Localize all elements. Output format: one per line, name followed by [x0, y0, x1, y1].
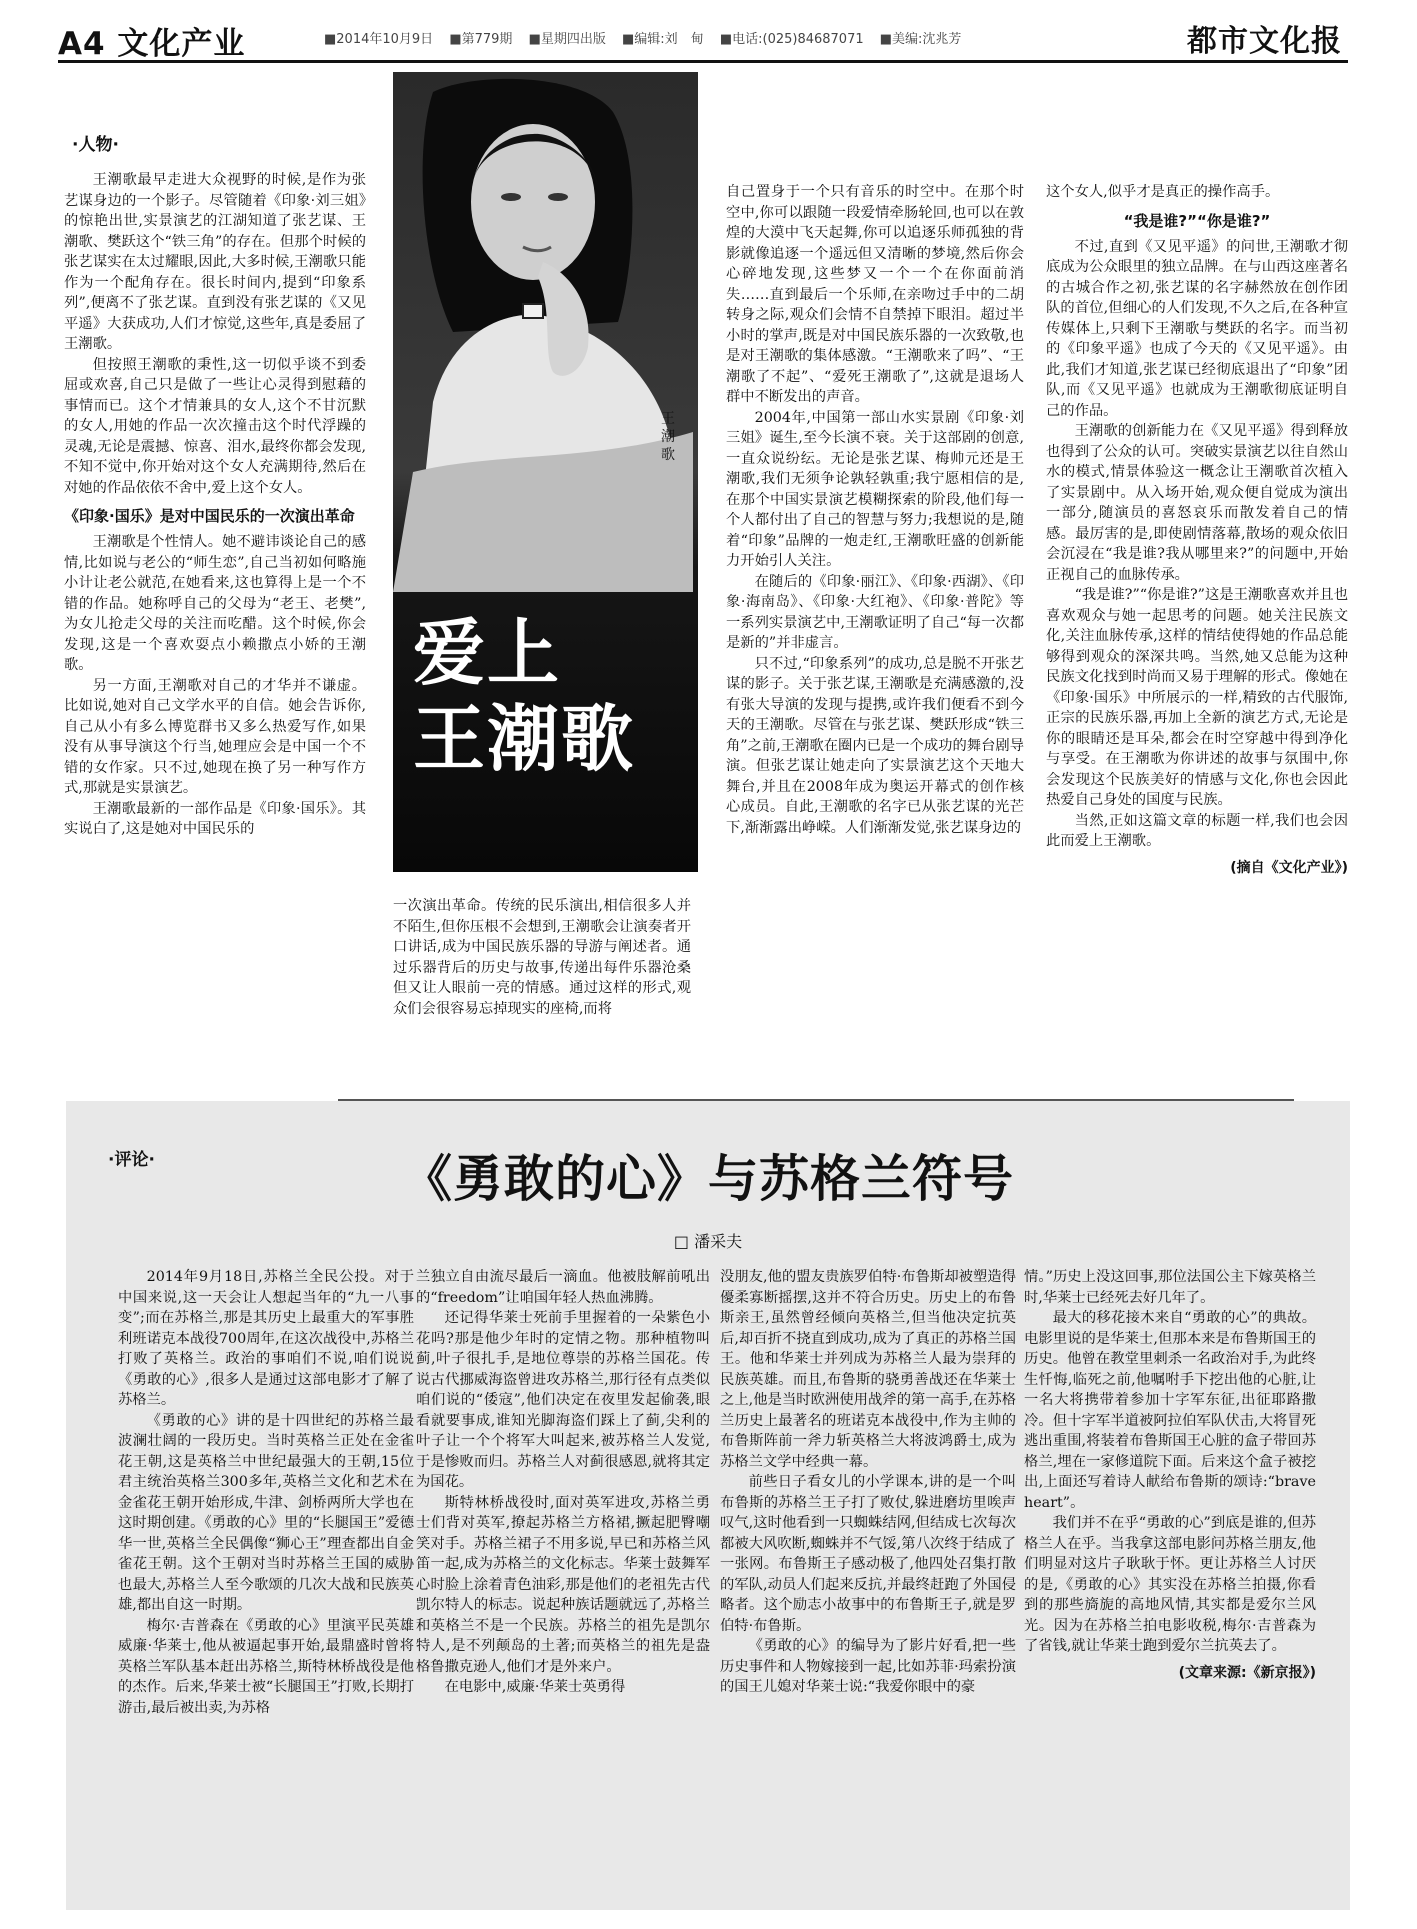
article2-author: □ 潘采夫	[673, 1232, 743, 1251]
paragraph: 另一方面,王潮歌对自己的才华并不谦虚。比如说,她对自己文学水平的自信。她会告诉你,自己从小有多么博览群书又多么热爱写作,如果没有从事导演这个行当,她理应会是中国一个不错的女作家。只不过,她现在换了另一种写作方式,那就是实景演艺。	[64, 677, 366, 796]
paragraph: 《勇敢的心》讲的是十四世纪的苏格兰最波澜壮阔的一段历史。当时英格兰正处在金雀花王朝,这是英格兰中世纪最强大的王朝,15位君主统治英格兰300多年,英格兰文化和艺术在金雀花王朝开始形成,牛津、剑桥两所大学也在这时期创建。《勇敢的心》里的“长腿国王”爱德华一世,英格兰全民偶像“狮心王”理查都出自金雀花王朝。这个王朝对当时苏格兰王国的威胁也最大,苏格兰人至今歌颂的几次大战和民族英雄,都出自这一时期。	[118, 1412, 414, 1613]
article2-column-1	[118, 1267, 414, 1718]
paragraph: 2014年9月18日,苏格兰全民公投。对于中国来说,这一天会让人想起当年的“九一八事变”;而在苏格兰,那是其历史上最重大的军事胜利班诺克本战役700周年,在这次战役中,苏格兰打败了英格兰。政治的事咱们不说,咱们说说《勇敢的心》,很多人是通过这部电影才了解了苏格兰。	[118, 1269, 414, 1408]
paragraph: 但按照王潮歌的秉性,这一切似乎谈不到委屈或欢喜,自己只是做了一些让心灵得到慰藉的事情而已。这个才情兼具的女人,这个不甘沉默的女人,用她的作品一次次撞击这个时代浮躁的灵魂,无论是震撼、惊喜、泪水,最终你都会发现,不知不觉中,你开始对这个女人充满期待,然后在对她的作品依依不舍中,爱上这个女人。	[64, 356, 366, 496]
article1-source: (摘自《文化产业》)	[1230, 859, 1348, 876]
article2-column-3	[720, 1267, 1016, 1698]
subheading: “我是谁?”“你是谁?”	[1123, 211, 1271, 230]
paragraph: 还记得华莱士死前手里握着的一朵紫色小花吗?那是他少年时的定情之物。那种植物叫蓟,叶子很扎手,是地位尊崇的苏格兰国花。传说古代挪威海盗曾进攻苏格兰,那行径有点类似咱们说的“倭寇”,他们决定在夜里发起偷袭,眼看就要事成,谁知光脚海盗们踩上了蓟,尖利的叶子让一个个将军大叫起来,被苏格兰人发觉,于是惨败而归。苏格兰人对蓟很感恩,就将其定为国花。	[416, 1310, 710, 1490]
meta-art-editor: ■美编:沈兆芳	[879, 32, 962, 47]
article1-column-4	[1046, 182, 1348, 878]
paragraph: 一次演出革命。传统的民乐演出,相信很多人并不陌生,但你压根不会想到,王潮歌会让演奏者开口讲话,成为中国民族乐器的导游与阐述者。通过乐器背后的历史与故事,传递出每件乐器沧桑但又让人眼前一亮的情感。通过这样的形式,观众们会很容易忘掉现实的座椅,而将	[393, 898, 691, 1017]
paragraph: 2004年,中国第一部山水实景剧《印象·刘三姐》诞生,至今长演不衰。关于这部剧的创意,一直众说纷纭。无论是张艺谋、梅帅元还是王潮歌,我们无须争论孰轻孰重;我宁愿相信的是,在那个中国实景演艺模糊探索的阶段,他们每一个人都付出了自己的智慧与努力;我想说的是,随着“印象”品牌的一炮走红,王潮歌旺盛的创新能力开始引人关注。	[726, 409, 1024, 569]
subheading: 《印象·国乐》是对中国民乐的一次演出革命	[64, 507, 355, 525]
photo-caption: 王潮歌	[661, 411, 675, 463]
paragraph: “我是谁?”“你是谁?”这是王潮歌喜欢并且也喜欢观众与她一起思考的问题。她关注民族文化,关注血脉传承,这样的情结使得她的作品总能够得到观众的深深共鸣。当然,她又总能为这种民族文化找到时尚而又易于理解的形式。像她在《印象·国乐》中所展示的一样,精致的古代服饰,正宗的民族乐器,再加上全新的演艺方式,无论是你的眼睛还是耳朵,都会在时空穿越中得到净化与享受。在王潮歌为你讲述的故事与氛围中,你会发现这个民族美好的情感与文化,你也会因此热爱自己身处的国度与民族。	[1046, 587, 1348, 808]
paragraph: 王潮歌是个性情人。她不避讳谈论自己的感情,比如说与老公的“师生恋”,自己当初如何略施小计让老公就范,在她看来,这也算得上是一个不错的作品。她称呼自己的父母为“老王、老樊”,为女儿抢走父母的关注而吃醋。这个时候,你会发现,这是一个喜欢耍点小赖撒点小娇的王潮歌。	[64, 534, 366, 673]
meta-phone: ■电话:(025)84687071	[719, 32, 864, 47]
paragraph: 在随后的《印象·丽江》、《印象·西湖》、《印象·海南岛》、《印象·大红袍》、《印象·普陀》等一系列实景演艺中,王潮歌证明了自己“每一次都是新的”并非虚言。	[726, 573, 1024, 651]
article1-author: □张斯夫	[561, 883, 625, 902]
article1-title-line-1: 爱上	[413, 611, 562, 695]
article1-column-2	[393, 896, 691, 1019]
masthead-meta	[324, 28, 973, 47]
paragraph: 自己置身于一个只有音乐的时空中。在那个时空中,你可以跟随一段爱情牵肠轮回,也可以在敦煌的大漠中飞天起舞,你可以追逐乐师孤独的背影就像追逐一个遥远但又清晰的梦境,然后你会心碎地发现,这些梦又一个一个在你面前消失……直到最后一个乐师,在亲吻过手中的二胡转身之际,观众们会情不自禁掉下眼泪。超过半小时的掌声,既是对中国民族乐器的一次致敬,也是对王潮歌的集体感激。“王潮歌来了吗”、“王潮歌了不起”、“爱死王潮歌了”,这就是退场人群中不断发出的声音。	[726, 184, 1024, 405]
article1-title-line-2: 王潮歌	[413, 697, 636, 781]
paragraph: 斯特林桥战役时,面对英军进攻,苏格兰勇士们背对英军,撩起苏格兰方格裙,撅起肥臀嘲笑对手。苏格兰裙子不用多说,早已和苏格兰风笛一起,成为苏格兰的文化标志。华莱士鼓舞军心时脸上涂着青色油彩,那是他们的老祖先古代凯尔特人的标志。说起种族话题就远了,苏格兰和英格兰不是一个民族。苏格兰的祖先是凯尔特人,是不列颠岛的土著;而英格兰的祖先是盎格鲁撒克逊人,他们才是外来户。	[416, 1494, 710, 1675]
article2-column-2	[416, 1267, 710, 1698]
meta-weekday: ■星期四出版	[528, 32, 606, 47]
commentary-section	[66, 1101, 1350, 1910]
paragraph: 梅尔·吉普森在《勇敢的心》里演平民英雄威廉·华莱士,他从被逼起事开始,最鼎盛时曾将英格兰军队基本赶出苏格兰,斯特林桥战役是他的杰作。后来,华莱士被“长腿国王”打败,长期打游击,最后被出卖,为苏格	[118, 1617, 414, 1716]
section-tag-people: ·人物·	[72, 135, 119, 155]
paragraph: 当然,正如这篇文章的标题一样,我们也会因此而爱上王潮歌。	[1046, 812, 1348, 849]
meta-date: ■2014年10月9日	[324, 32, 434, 47]
paragraph: 在电影中,威廉·华莱士英勇得	[444, 1679, 626, 1695]
paragraph: 前些日子看女儿的小学课本,讲的是一个叫布鲁斯的苏格兰王子打了败仗,躲进磨坊里唉声叹气,这时他看到一只蜘蛛结网,但结成七次每次都被大风吹断,蜘蛛并不气馁,第八次终于结成了一张网。布鲁斯王子感动极了,他四处召集打散的军队,动员人们起来反抗,并最终赶跑了外国侵略者。这个励志小故事中的布鲁斯王子,就是罗伯特·布鲁斯。	[720, 1474, 1016, 1634]
paragraph: 这个女人,似乎才是真正的操作高手。	[1046, 184, 1280, 200]
article1-column-3	[726, 182, 1024, 838]
article2-title: 《勇敢的心》与苏格兰符号	[402, 1150, 1014, 1208]
article2-column-4	[1024, 1267, 1316, 1683]
page-label: A4 文化产业	[58, 26, 246, 62]
paragraph: 我们并不在乎“勇敢的心”到底是谁的,但苏格兰人在乎。当我拿这部电影问苏格兰朋友,他们明显对这片子耿耿于怀。更让苏格兰人讨厌的是,《勇敢的心》其实没在苏格兰拍摄,你看到的那些旖旎的高地风情,其实都是爱尔兰风光。因为在苏格兰拍电影收税,梅尔·吉普森为了省钱,就让华莱士跑到爱尔兰抗英去了。	[1024, 1515, 1316, 1654]
section-tag-commentary: ·评论·	[108, 1150, 155, 1170]
paragraph: 情。”历史上没这回事,那位法国公主下嫁英格兰时,华莱士已经死去好几年了。	[1024, 1269, 1316, 1306]
paragraph: 最大的移花接木来自“勇敢的心”的典故。电影里说的是华莱士,但那本来是布鲁斯国王的历史。他曾在教堂里刺杀一名政治对手,为此终生忏悔,临死之前,他嘱咐手下挖出他的心脏,让一名大将携带着参加十字军东征,出征耶路撒冷。但十字军半道被阿拉伯军队伏击,大将冒死逃出重围,将装着布鲁斯国王心脏的盒子带回苏格兰,埋在一家修道院下面。后来这个盒子被挖出,上面还写着诗人献给布鲁斯的颂诗:“brave heart”。	[1024, 1310, 1316, 1511]
paragraph: 《勇敢的心》的编导为了影片好看,把一些历史事件和人物嫁接到一起,比如苏菲·玛索扮演的国王儿媳对华莱士说:“我爱你眼中的豪	[720, 1638, 1016, 1695]
paragraph: 王潮歌最早走进大众视野的时候,是作为张艺谋身边的一个影子。尽管随着《印象·刘三姐》的惊艳出世,实景演艺的江湖知道了张艺谋、王潮歌、樊跃这个“铁三角”的存在。但那个时候的张艺谋实在太过耀眼,因此,大多时候,王潮歌只能作为一个配角存在。很长时间内,提到“印象系列”,便离不了张艺谋。直到没有张艺谋的《又见平遥》大获成功,人们才惊觉,这些年,真是委屈了王潮歌。	[64, 172, 366, 352]
paragraph: 没朋友,他的盟友贵族罗伯特·布鲁斯却被塑造得優柔寡断摇摆,这并不符合历史。历史上的布鲁斯亲王,虽然曾经倾向英格兰,但当他决定抗英后,却百折不挠直到成功,成为了真正的苏格兰国王。他和华莱士并列成为苏格兰人最为崇拜的民族英雄。而且,布鲁斯的骁勇善战还在华莱士之上,他是当时欧洲使用战斧的第一高手,在苏格兰历史上最著名的班诺克本战役中,作为主帅的布鲁斯阵前一斧力斩英格兰大将波鸿爵士,成为苏格兰文学中经典一幕。	[720, 1269, 1016, 1470]
portrait-photo	[393, 72, 698, 902]
newspaper-logo: 都市文化报	[1187, 24, 1342, 59]
article1-column-1	[64, 170, 366, 840]
meta-issue: ■第779期	[449, 32, 513, 47]
paragraph: 王潮歌最新的一部作品是《印象·国乐》。其实说白了,这是她对中国民乐的	[64, 800, 366, 837]
paragraph: 王潮歌的创新能力在《又见平遥》得到释放也得到了公众的认可。突破实景演艺以往自然山水的模式,情景体验这一概念让王潮歌首次植入了实景剧中。从入场开始,观众便自觉成为演出一部分,随演员的喜怒哀乐而散发着自己的情感。最厉害的是,即使剧情落幕,散场的观众依旧会沉浸在“我是谁?我从哪里来?”的问题中,开始正视自己的血脉传承。	[1046, 423, 1348, 583]
article2-source: (文章来源:《新京报》)	[1178, 1664, 1316, 1681]
page-header	[58, 18, 1348, 63]
meta-editor: ■编辑:刘 甸	[622, 32, 704, 47]
article1-title	[413, 610, 635, 782]
paragraph: 只不过,“印象系列”的成功,总是脱不开张艺谋的影子。关于张艺谋,王潮歌是充满感激的,没有张大导演的发现与提携,或许我们便看不到今天的王潮歌。尽管在与张艺谋、樊跃形成“铁三角”之前,王潮歌在圈内已是一个成功的舞台剧导演。但张艺谋让她走向了实景演艺这个天地大舞台,并且在2008年成为奥运开幕式的创作核心成员。自此,王潮歌的名字已从张艺谋的光芒下,渐渐露出峥嵘。人们渐渐发觉,张艺谋身边的	[726, 655, 1024, 836]
paragraph: 兰独立自由流尽最后一滴血。他被肢解前吼出的“freedom”让咱国年轻人热血沸腾。	[416, 1269, 710, 1306]
paragraph: 不过,直到《又见平遥》的问世,王潮歌才彻底成为公众眼里的独立品牌。在与山西这座著名的古城合作之初,张艺谋的名字赫然放在创作团队的首位,但细心的人们发现,不久之后,在各种宣传媒体上,只剩下王潮歌与樊跃的名字。而当初的《印象平遥》也成了今天的《又见平遥》。由此,我们才知道,张艺谋已经彻底退出了“印象”团队,而《又见平遥》也就成为王潮歌彻底证明自己的作品。	[1046, 238, 1348, 419]
